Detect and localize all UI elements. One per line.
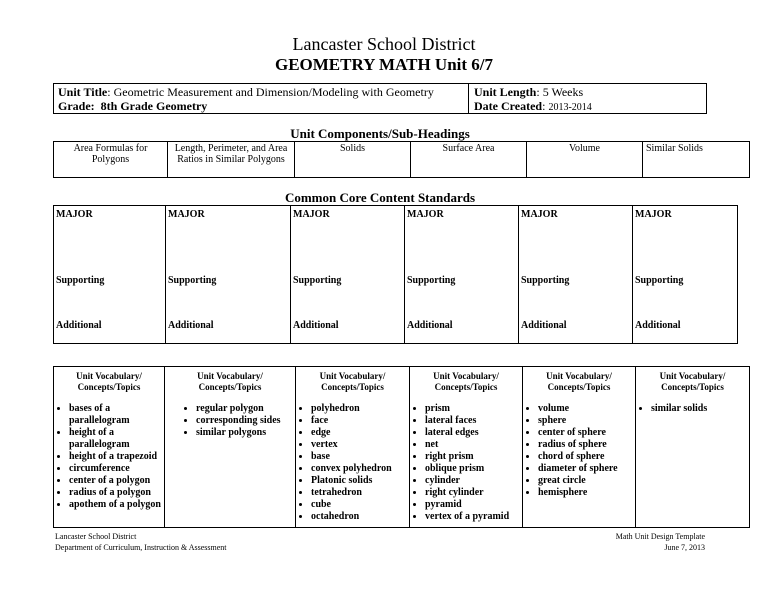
standard-level-major: MAJOR [293, 209, 330, 220]
vocabulary-term: • diameter of sphere [538, 463, 632, 475]
components-table [53, 141, 750, 178]
district-title: Lancaster School District [292, 34, 476, 54]
vocabulary-term: • lateral edges [425, 427, 519, 439]
footer-district: Lancaster School District [55, 532, 137, 541]
component-cell: Similar Solids [643, 142, 750, 178]
vocabulary-term: • convex polyhedron [311, 463, 406, 475]
vocabulary-header: Unit Vocabulary/ Concepts/Topics [433, 371, 499, 392]
standards-heading: Common Core Content Standards [284, 190, 476, 205]
vocabulary-table [53, 366, 750, 528]
vocabulary-term: • base [311, 451, 406, 463]
unit-info-box: Unit Title: Geometric Measurement and Dimension/Modeling with Geometry Grade: 8th Grade Geometry Unit Length: 5 Weeks Date Created: 2013-2014 [53, 83, 707, 114]
vocabulary-term: • octahedron [311, 511, 406, 523]
vocabulary-term: • lateral faces [425, 415, 519, 427]
vocabulary-term: • volume [538, 403, 632, 415]
vocabulary-header: Unit Vocabulary/ Concepts/Topics [197, 371, 263, 392]
vocabulary-term: • apothem of a polygon [69, 499, 161, 511]
standard-level-supporting: Supporting [407, 275, 456, 286]
grade-label: Grade: [58, 99, 95, 113]
vocabulary-term: • height of a trapezoid [69, 451, 161, 463]
vocabulary-term: • height of a parallelogram [69, 427, 161, 451]
standard-level-major: MAJOR [168, 209, 205, 220]
vocabulary-term: • hemisphere [538, 487, 632, 499]
document-body [53, 83, 726, 553]
vocabulary-list [299, 403, 406, 523]
vocabulary-term: • radius of a polygon [69, 487, 161, 499]
vocabulary-list [639, 403, 746, 415]
unit-title-value: Geometric Measurement and Dimension/Modeling with Geometry [113, 85, 434, 99]
vocabulary-list [526, 403, 632, 499]
vocabulary-term: • right cylinder [425, 487, 519, 499]
vocabulary-cell [523, 367, 636, 528]
vocabulary-cell [296, 367, 410, 528]
vocabulary-term: • net [425, 439, 519, 451]
standards-cell [405, 206, 519, 344]
vocabulary-header: Unit Vocabulary/ Concepts/Topics [76, 371, 142, 392]
standard-level-major: MAJOR [635, 209, 672, 220]
standards-cell [166, 206, 291, 344]
standards-cell [291, 206, 405, 344]
vocabulary-term: • edge [311, 427, 406, 439]
vocabulary-term: • oblique prism [425, 463, 519, 475]
vocabulary-term: • cube [311, 499, 406, 511]
standard-level-supporting: Supporting [521, 275, 570, 286]
standard-level-additional: Additional [521, 320, 567, 331]
standards-table [53, 205, 738, 344]
vocabulary-term: • similar solids [651, 403, 746, 415]
component-cell: Length, Perimeter, and Area Ratios in Similar Polygons [168, 142, 295, 178]
unit-title-heading: GEOMETRY MATH Unit 6/7 [274, 55, 494, 74]
vocabulary-list [57, 403, 161, 511]
standard-level-additional: Additional [635, 320, 681, 331]
grade-value: 8th Grade Geometry [100, 99, 208, 113]
vocabulary-term: • polyhedron [311, 403, 406, 415]
vocabulary-header: Unit Vocabulary/ Concepts/Topics [546, 371, 612, 392]
vocabulary-term: • radius of sphere [538, 439, 632, 451]
unit-length-label: Unit Length [474, 85, 537, 99]
footer-department: Department of Curriculum, Instruction & Assessment [55, 543, 227, 552]
unit-length-value: 5 Weeks [542, 85, 584, 99]
vocabulary-header: Unit Vocabulary/ Concepts/Topics [659, 371, 726, 392]
vocabulary-term: • right prism [425, 451, 519, 463]
vocabulary-term: • bases of a parallelogram [69, 403, 161, 427]
standard-level-additional: Additional [168, 320, 214, 331]
footer-right [616, 531, 705, 553]
vocabulary-term: • prism [425, 403, 519, 415]
standard-level-additional: Additional [407, 320, 453, 331]
vocabulary-term: • cylinder [425, 475, 519, 487]
date-created-value: 2013-2014 [548, 102, 592, 113]
vocabulary-term: • circumference [69, 463, 161, 475]
standards-cell [633, 206, 738, 344]
component-cell: Solids [295, 142, 411, 178]
standard-level-supporting: Supporting [293, 275, 342, 286]
components-heading: Unit Components/Sub-Headings [290, 126, 470, 141]
vocabulary-cell [410, 367, 523, 528]
component-cell: Surface Area [411, 142, 527, 178]
vocabulary-header: Unit Vocabulary/ Concepts/Topics [319, 371, 386, 392]
vocabulary-term: • similar polygons [196, 427, 292, 439]
vocabulary-term: • vertex [311, 439, 406, 451]
vocabulary-term: • regular polygon [196, 403, 292, 415]
standards-cell [519, 206, 633, 344]
footer-left [55, 531, 227, 553]
vocabulary-term: • pyramid [425, 499, 519, 511]
vocabulary-term: • corresponding sides [196, 415, 292, 427]
vocabulary-cell [165, 367, 296, 528]
footer-date: June 7, 2013 [664, 543, 705, 552]
component-cell: Area Formulas for Polygons [54, 142, 168, 178]
vocabulary-term: • face [311, 415, 406, 427]
unit-title-label: Unit Title [58, 85, 108, 99]
standard-level-supporting: Supporting [168, 275, 217, 286]
standard-level-major: MAJOR [56, 209, 93, 220]
vocabulary-term: • center of sphere [538, 427, 632, 439]
vocabulary-term: • center of a polygon [69, 475, 161, 487]
vocabulary-list [168, 403, 292, 439]
standard-level-supporting: Supporting [635, 275, 684, 286]
date-created-label: Date Created [474, 99, 543, 113]
vocabulary-term: • tetrahedron [311, 487, 406, 499]
vocabulary-term: • chord of sphere [538, 451, 632, 463]
standard-level-additional: Additional [56, 320, 102, 331]
standard-level-major: MAJOR [407, 209, 444, 220]
vocabulary-list [413, 403, 519, 523]
standards-cell [54, 206, 166, 344]
vocabulary-term: • sphere [538, 415, 632, 427]
standard-level-additional: Additional [293, 320, 339, 331]
vocabulary-term: • vertex of a pyramid [425, 511, 519, 523]
vocabulary-cell [636, 367, 750, 528]
standard-level-supporting: Supporting [56, 275, 105, 286]
footer-template: Math Unit Design Template [615, 532, 705, 541]
footer [53, 531, 707, 553]
vocabulary-term: • great circle [538, 475, 632, 487]
vocabulary-cell [54, 367, 165, 528]
component-cell: Volume [527, 142, 643, 178]
standard-level-major: MAJOR [521, 209, 558, 220]
vocabulary-term: • Platonic solids [311, 475, 406, 487]
